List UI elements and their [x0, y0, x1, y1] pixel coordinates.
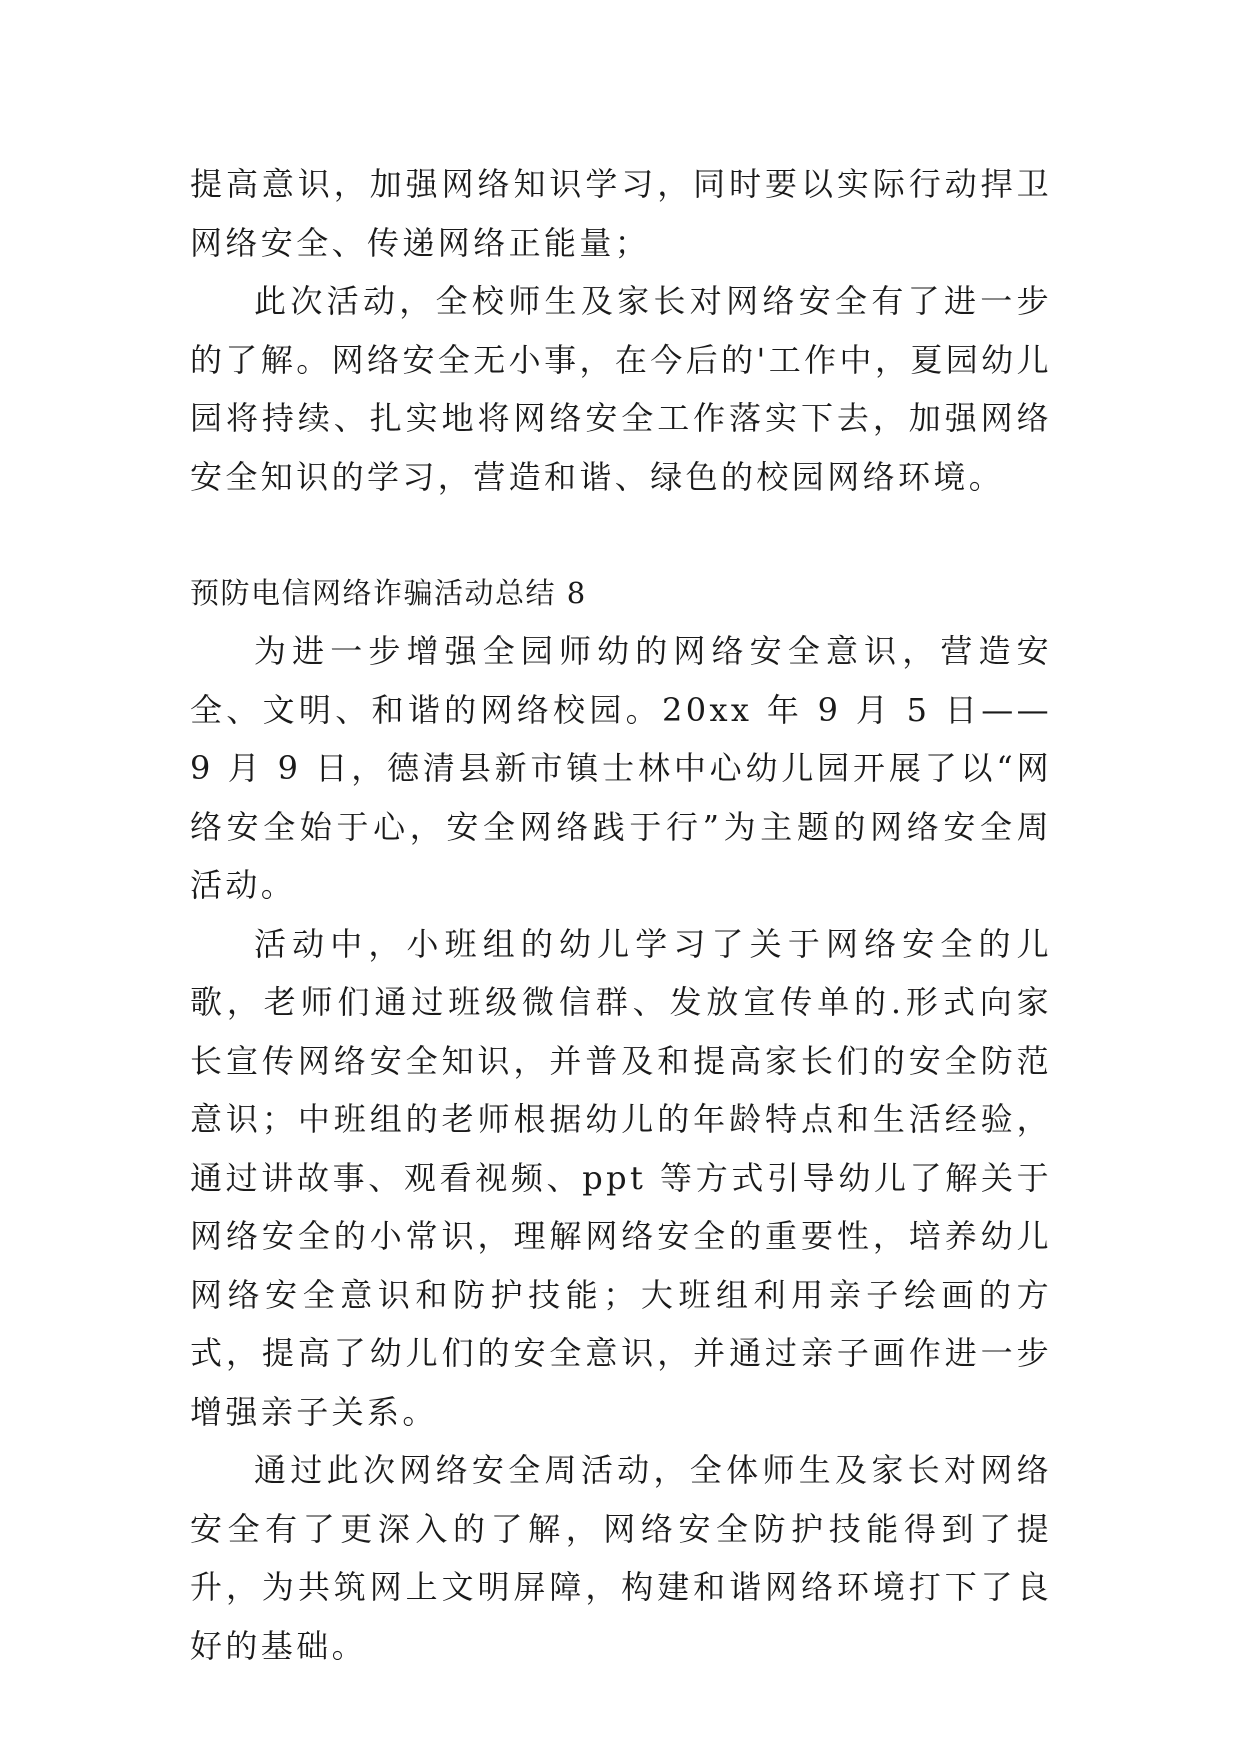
paragraph-intro: 为进一步增强全园师幼的网络安全意识，营造安全、文明、和谐的网络校园。20xx 年 9 月 5 日——9 月 9 日，德清县新市镇士林中心幼儿园开展了以“网络安全始于心，安全网络践于行”为主题的网络安全周活动。 [190, 632, 1052, 904]
paragraph-conclusion: 通过此次网络安全周活动，全体师生及家长对网络安全有了更深入的了解，网络安全防护技能得到了提升，为共筑网上文明屏障，构建和谐网络环境打下了良好的基础。 [190, 1451, 1052, 1665]
section-spacer [190, 506, 1052, 564]
paragraph-activity-summary: 此次活动，全校师生及家长对网络安全有了进一步的了解。网络安全无小事，在今后的'工作中，夏园幼儿园将持续、扎实地将网络安全工作落实下去，加强网络安全知识的学习，营造和谐、绿色的校园网络环境。 [190, 282, 1052, 496]
paragraph-continuation: 提高意识，加强网络知识学习，同时要以实际行动捍卫网络安全、传递网络正能量； [190, 165, 1052, 262]
paragraph-activities: 活动中，小班组的幼儿学习了关于网络安全的儿歌，老师们通过班级微信群、发放宣传单的.形式向家长宣传网络安全知识，并普及和提高家长们的安全防范意识；中班组的老师根据幼儿的年龄特点和生活经验，通过讲故事、观看视频、ppt 等方式引导幼儿了解关于网络安全的小常识，理解网络安全的重要性，培养幼儿网络安全意识和防护技能；大班组利用亲子绘画的方式，提高了幼儿们的安全意识，并通过亲子画作进一步增强亲子关系。 [190, 924, 1052, 1431]
section-title: 预防电信网络诈骗活动总结 8 [190, 576, 587, 610]
document-body [190, 155, 1052, 1675]
